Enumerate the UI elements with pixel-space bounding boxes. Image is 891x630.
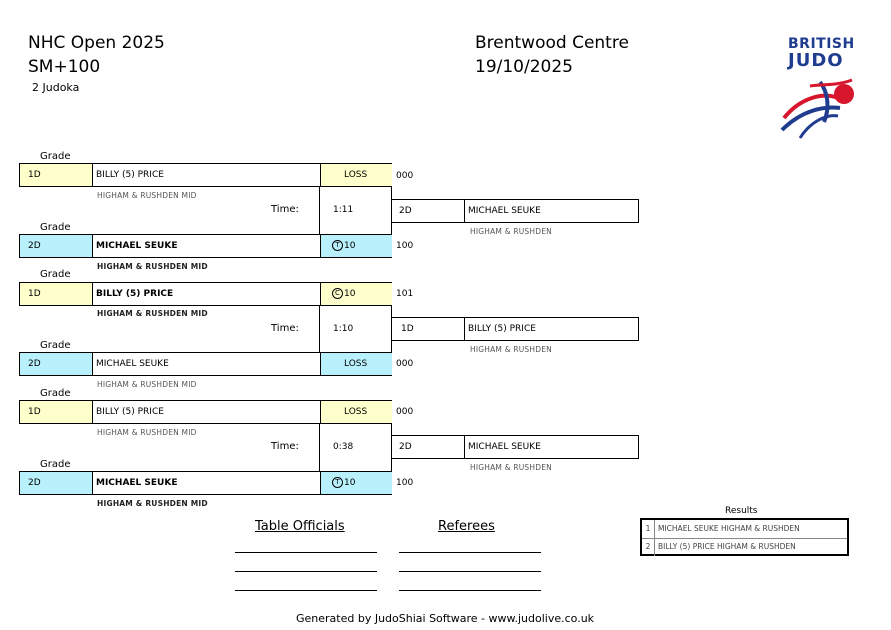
grade-label: Grade bbox=[40, 222, 71, 233]
result-place: 1 bbox=[642, 520, 655, 538]
winner-club: HIGHAM & RUSHDEN bbox=[470, 463, 552, 472]
grade-value: 2D bbox=[28, 241, 41, 251]
match-result: LOSS bbox=[344, 170, 368, 180]
grade-value: 1D bbox=[28, 407, 41, 417]
club-name: HIGHAM & RUSHDEN MID bbox=[97, 499, 208, 508]
result-row bbox=[642, 520, 847, 539]
signature-line bbox=[235, 590, 377, 591]
judoka-count: 2 Judoka bbox=[32, 81, 80, 94]
match-3-winner-box bbox=[391, 435, 639, 459]
competitor-name: MICHAEL SEUKE bbox=[96, 478, 178, 488]
score: 000 bbox=[396, 171, 414, 181]
match-result: 10 bbox=[344, 289, 356, 299]
score: 000 bbox=[396, 407, 414, 417]
tori-win-icon: T bbox=[332, 477, 343, 488]
winner-club: HIGHAM & RUSHDEN bbox=[470, 227, 552, 236]
score: 100 bbox=[396, 478, 414, 488]
match-3-top-row bbox=[19, 400, 392, 424]
winner-grade: 2D bbox=[399, 206, 412, 216]
match-1-winner-box bbox=[391, 199, 639, 223]
results-table bbox=[640, 518, 849, 556]
match-1-bottom-row bbox=[19, 234, 392, 258]
referees-heading: Referees bbox=[438, 519, 495, 534]
winner-name: BILLY (5) PRICE bbox=[468, 324, 536, 334]
club-name: HIGHAM & RUSHDEN MID bbox=[97, 309, 208, 318]
match-2-top-row bbox=[19, 282, 392, 306]
tournament-title: NHC Open 2025 bbox=[28, 33, 165, 53]
grade-value: 1D bbox=[28, 170, 41, 180]
signature-line bbox=[399, 590, 541, 591]
match-2-winner-box bbox=[391, 317, 639, 341]
winner-name: MICHAEL SEUKE bbox=[468, 206, 541, 216]
grade-value: 1D bbox=[28, 289, 41, 299]
match-result: LOSS bbox=[344, 407, 368, 417]
winner-grade: 1D bbox=[401, 324, 414, 334]
grade-value: 2D bbox=[28, 478, 41, 488]
signature-line bbox=[235, 571, 377, 572]
grade-label: Grade bbox=[40, 459, 71, 470]
competitor-name: MICHAEL SEUKE bbox=[96, 241, 178, 251]
chui-win-icon: C bbox=[332, 288, 343, 299]
match-time: 1:10 bbox=[333, 324, 354, 334]
competitor-name: BILLY (5) PRICE bbox=[96, 407, 164, 417]
grade-value: 2D bbox=[28, 359, 41, 369]
table-officials-heading: Table Officials bbox=[255, 519, 345, 534]
result-text: MICHAEL SEUKE HIGHAM & RUSHDEN bbox=[658, 524, 800, 533]
club-name: HIGHAM & RUSHDEN MID bbox=[97, 428, 197, 437]
winner-name: MICHAEL SEUKE bbox=[468, 442, 541, 452]
competitor-name: BILLY (5) PRICE bbox=[96, 170, 164, 180]
grade-label: Grade bbox=[40, 340, 71, 351]
time-label: Time: bbox=[271, 323, 299, 334]
match-result: 10 bbox=[344, 478, 356, 488]
match-3-bottom-row bbox=[19, 471, 392, 495]
match-2-bottom-row bbox=[19, 352, 392, 376]
signature-line bbox=[399, 571, 541, 572]
score: 100 bbox=[396, 241, 414, 251]
score: 000 bbox=[396, 359, 414, 369]
time-label: Time: bbox=[271, 441, 299, 452]
footer-credit: Generated by JudoShiai Software - www.judolive.co.uk bbox=[296, 612, 595, 625]
time-label: Time: bbox=[271, 204, 299, 215]
results-title: Results bbox=[725, 506, 758, 516]
grade-label: Grade bbox=[40, 388, 71, 399]
venue: Brentwood Centre bbox=[475, 33, 629, 53]
signature-line bbox=[235, 552, 377, 553]
result-place: 2 bbox=[642, 538, 655, 556]
competitor-name: BILLY (5) PRICE bbox=[96, 289, 174, 299]
competitor-name: MICHAEL SEUKE bbox=[96, 359, 169, 369]
signature-line bbox=[399, 552, 541, 553]
event-date: 19/10/2025 bbox=[475, 57, 573, 77]
match-time: 0:38 bbox=[333, 442, 354, 452]
grade-label: Grade bbox=[40, 151, 71, 162]
grade-label: Grade bbox=[40, 269, 71, 280]
tori-win-icon: T bbox=[332, 240, 343, 251]
result-text: BILLY (5) PRICE HIGHAM & RUSHDEN bbox=[658, 542, 796, 551]
match-time: 1:11 bbox=[333, 205, 354, 215]
british-judo-logo: BRITISH JUDO bbox=[776, 34, 866, 144]
score: 101 bbox=[396, 289, 414, 299]
category-title: SM+100 bbox=[28, 57, 101, 77]
club-name: HIGHAM & RUSHDEN MID bbox=[97, 380, 197, 389]
winner-club: HIGHAM & RUSHDEN bbox=[470, 345, 552, 354]
club-name: HIGHAM & RUSHDEN MID bbox=[97, 191, 197, 200]
match-result: LOSS bbox=[344, 359, 368, 369]
result-row bbox=[642, 538, 847, 556]
match-result: 10 bbox=[344, 241, 356, 251]
match-1-top-row bbox=[19, 163, 392, 187]
club-name: HIGHAM & RUSHDEN MID bbox=[97, 262, 208, 271]
winner-grade: 2D bbox=[399, 442, 412, 452]
